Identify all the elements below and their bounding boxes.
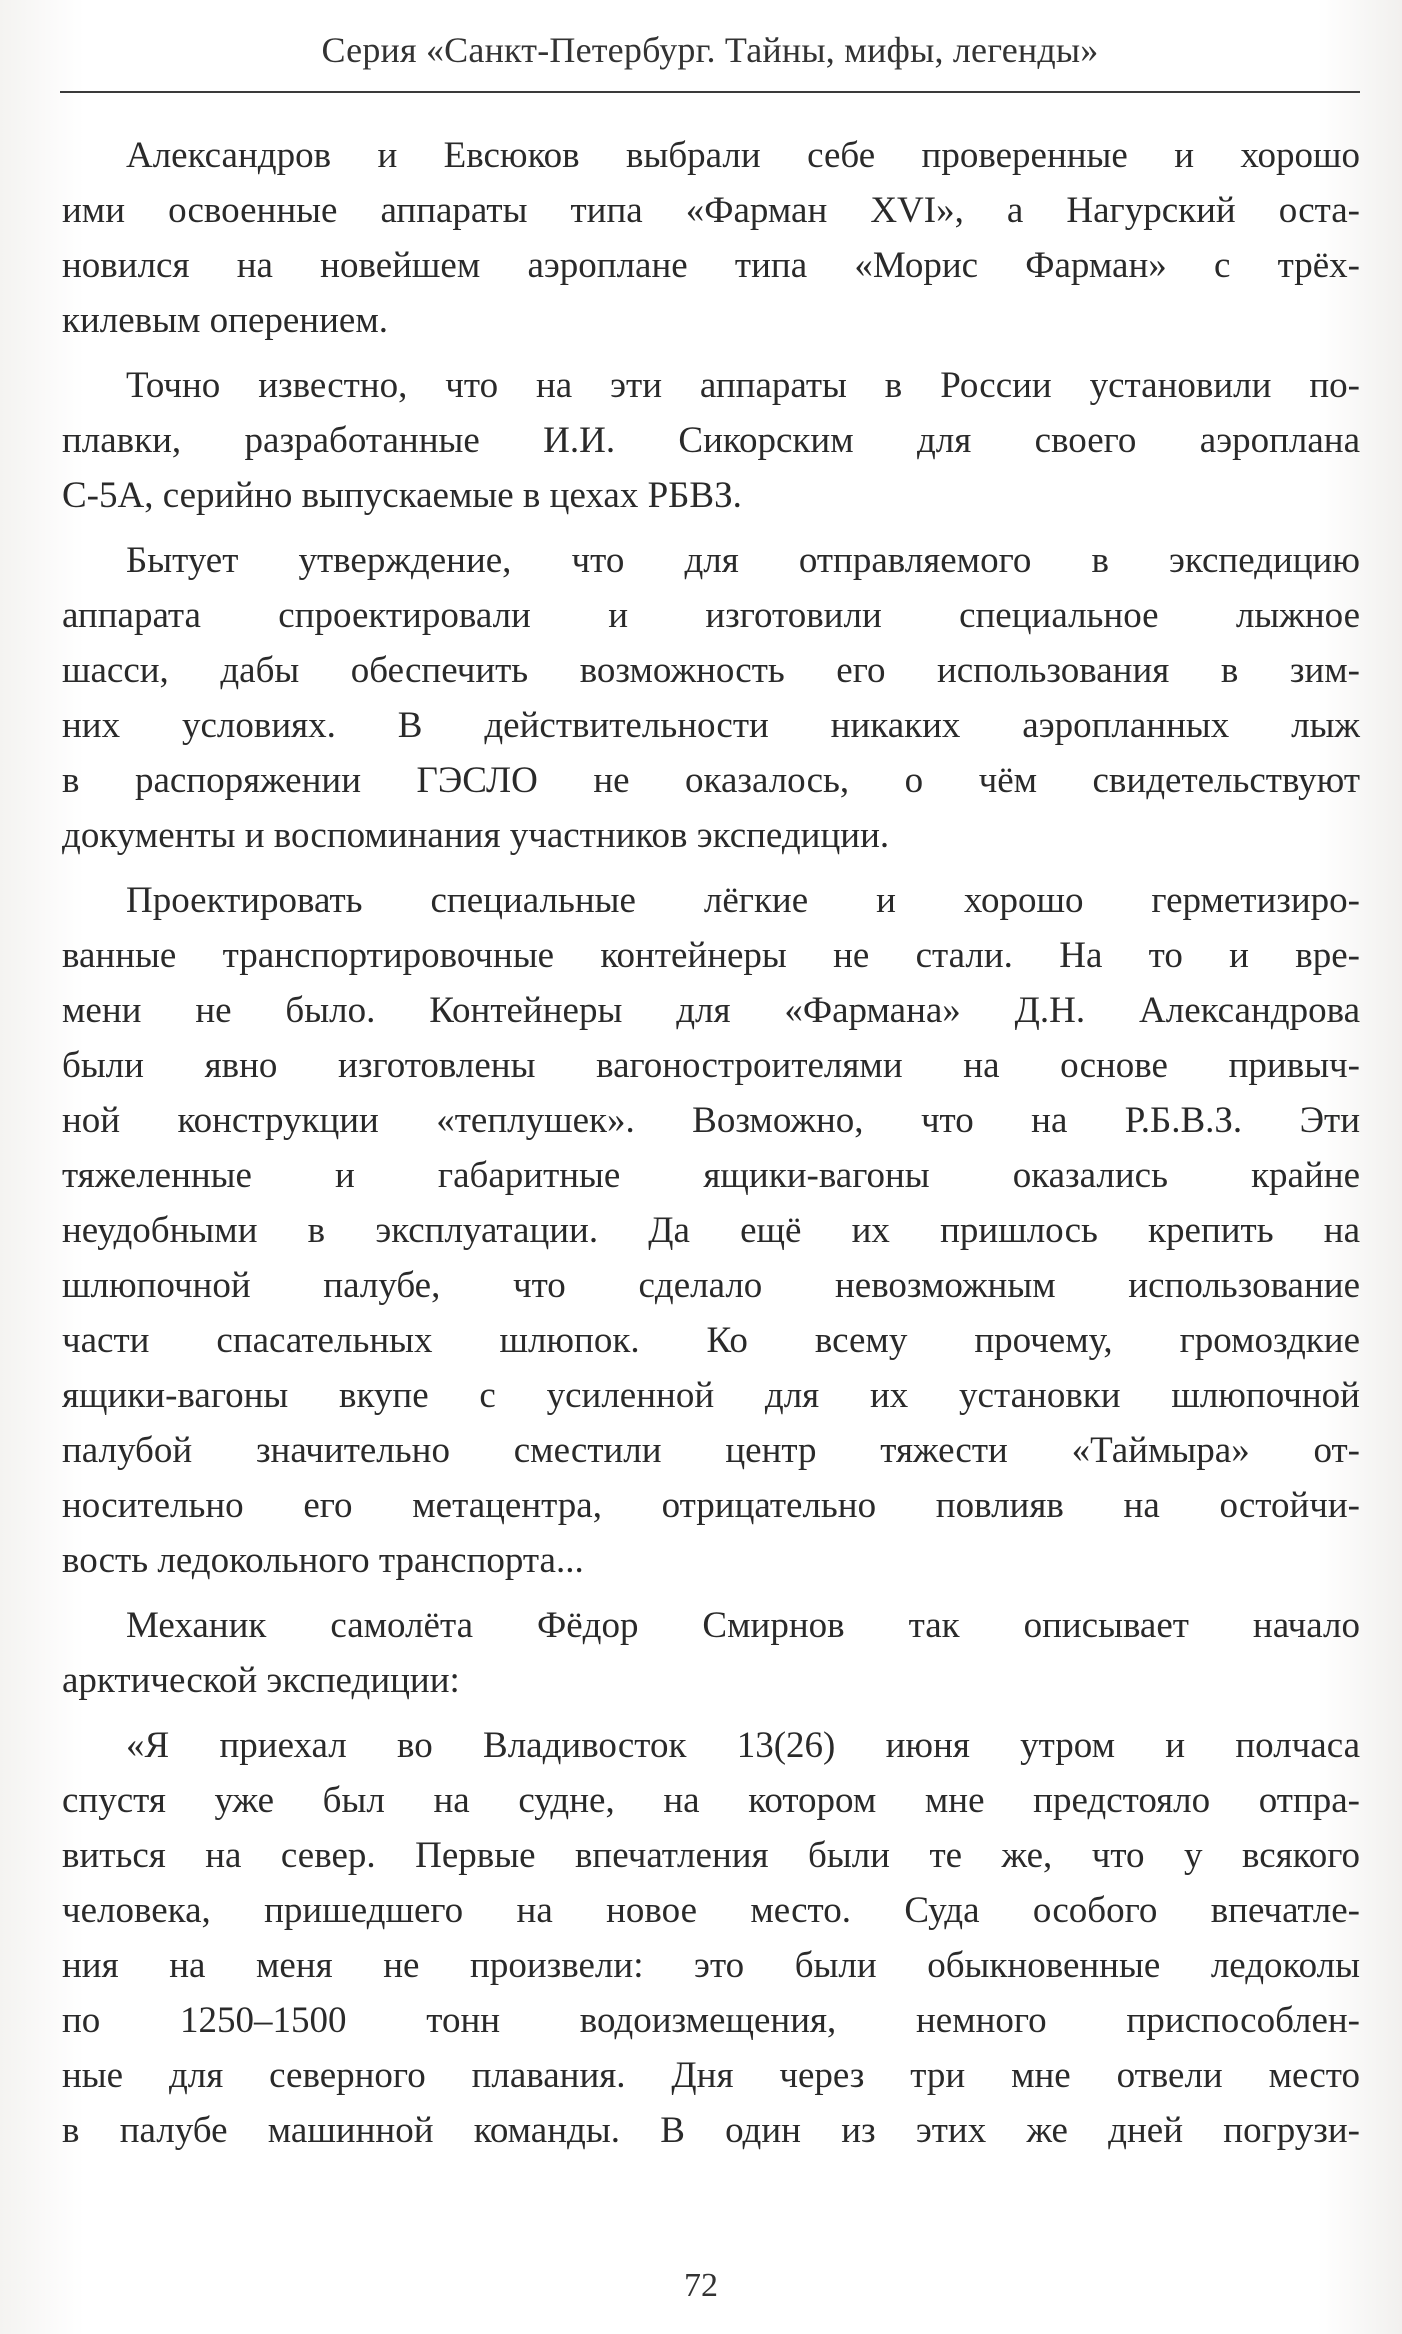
paragraph-3 [62,533,1360,863]
text-line: Механик самолёта Фёдор Смирнов так описывает начало [126,1605,1360,1646]
text-line: вость ледокольного транспорта... [62,1540,584,1581]
text-line: плавки, разработанные И.И. Сикорским для своего аэроплана [62,420,1360,461]
text-line: спустя уже был на судне, на котором мне предстояло отпра- [62,1780,1360,1821]
text-line: ими освоенные аппараты типа «Фарман XVI», а Нагурский оста- [62,190,1360,231]
text-line: С-5А, серийно выпускаемые в цехах РБВЗ. [62,475,742,516]
text-line: Проектировать специальные лёгкие и хорошо герметизиро- [126,880,1360,921]
text-line: ния на меня не произвели: это были обыкновенные ледоколы [62,1945,1360,1986]
text-line: килевым оперением. [62,300,388,341]
text-line: новился на новейшем аэроплане типа «Морис Фарман» с трёх- [62,245,1360,286]
text-line: виться на север. Первые впечатления были те же, что у всякого [62,1835,1360,1876]
text-line: них условиях. В действительности никаких аэропланных лыж [62,705,1360,746]
text-line: в палубе машинной команды. В один из этих же дней погрузи- [62,2110,1360,2151]
paragraph-6 [62,1718,1360,2158]
paragraph-gap [62,1708,1360,1718]
paragraph-1 [62,128,1360,348]
paragraph-5 [62,1598,1360,1708]
running-head: Серия «Санкт-Петербург. Тайны, мифы, легенды» [321,30,1099,70]
text-line: в распоряжении ГЭСЛО не оказалось, о чём свидетельствуют [62,760,1360,801]
header-rule [60,91,1360,93]
text-line: шасси, дабы обеспечить возможность его использования в зим- [62,650,1360,691]
paragraph-2 [62,358,1360,523]
paragraph-gap [62,523,1360,533]
text-line: части спасательных шлюпок. Ко всему прочему, громоздкие [62,1320,1360,1361]
text-line: тяжеленные и габаритные ящики-вагоны оказались крайне [62,1155,1360,1196]
paragraph-gap [62,1588,1360,1598]
text-line: арктической экспедиции: [62,1660,460,1701]
text-line: мени не было. Контейнеры для «Фармана» Д.Н. Александрова [62,990,1360,1031]
text-line: Александров и Евсюков выбрали себе проверенные и хорошо [126,135,1360,176]
text-line: палубой значительно сместили центр тяжести «Таймыра» от- [62,1430,1360,1471]
text-line: Бытует утверждение, что для отправляемого в экспедицию [126,540,1360,581]
paragraph-4 [62,873,1360,1588]
paragraph-gap [62,348,1360,358]
text-line: аппарата спроектировали и изготовили специальное лыжное [62,595,1360,636]
text-line: неудобными в эксплуатации. Да ещё их пришлось крепить на [62,1210,1360,1251]
page-number: 72 [684,2267,718,2304]
text-line: «Я приехал во Владивосток 13(26) июня утром и полчаса [126,1725,1360,1766]
text-line: Точно известно, что на эти аппараты в России установили по- [126,365,1360,406]
text-line: шлюпочной палубе, что сделало невозможным использование [62,1265,1360,1306]
text-line: ванные транспортировочные контейнеры не стали. На то и вре- [62,935,1360,976]
text-line: носительно его метацентра, отрицательно повлияв на остойчи- [62,1485,1360,1526]
text-line: документы и воспоминания участников экспедиции. [62,815,890,856]
text-line: ные для северного плавания. Дня через три мне отвели место [62,2055,1360,2096]
text-line: ящики-вагоны вкупе с усиленной для их установки шлюпочной [62,1375,1360,1416]
body-text [62,128,1360,2158]
text-line: ной конструкции «теплушек». Возможно, что на Р.Б.В.З. Эти [62,1100,1360,1141]
text-line: по 1250–1500 тонн водоизмещения, немного приспособлен- [62,2000,1360,2041]
text-line: были явно изготовлены вагоностроителями на основе привыч- [62,1045,1360,1086]
paragraph-gap [62,863,1360,873]
text-line: человека, пришедшего на новое место. Суда особого впечатле- [62,1890,1360,1931]
